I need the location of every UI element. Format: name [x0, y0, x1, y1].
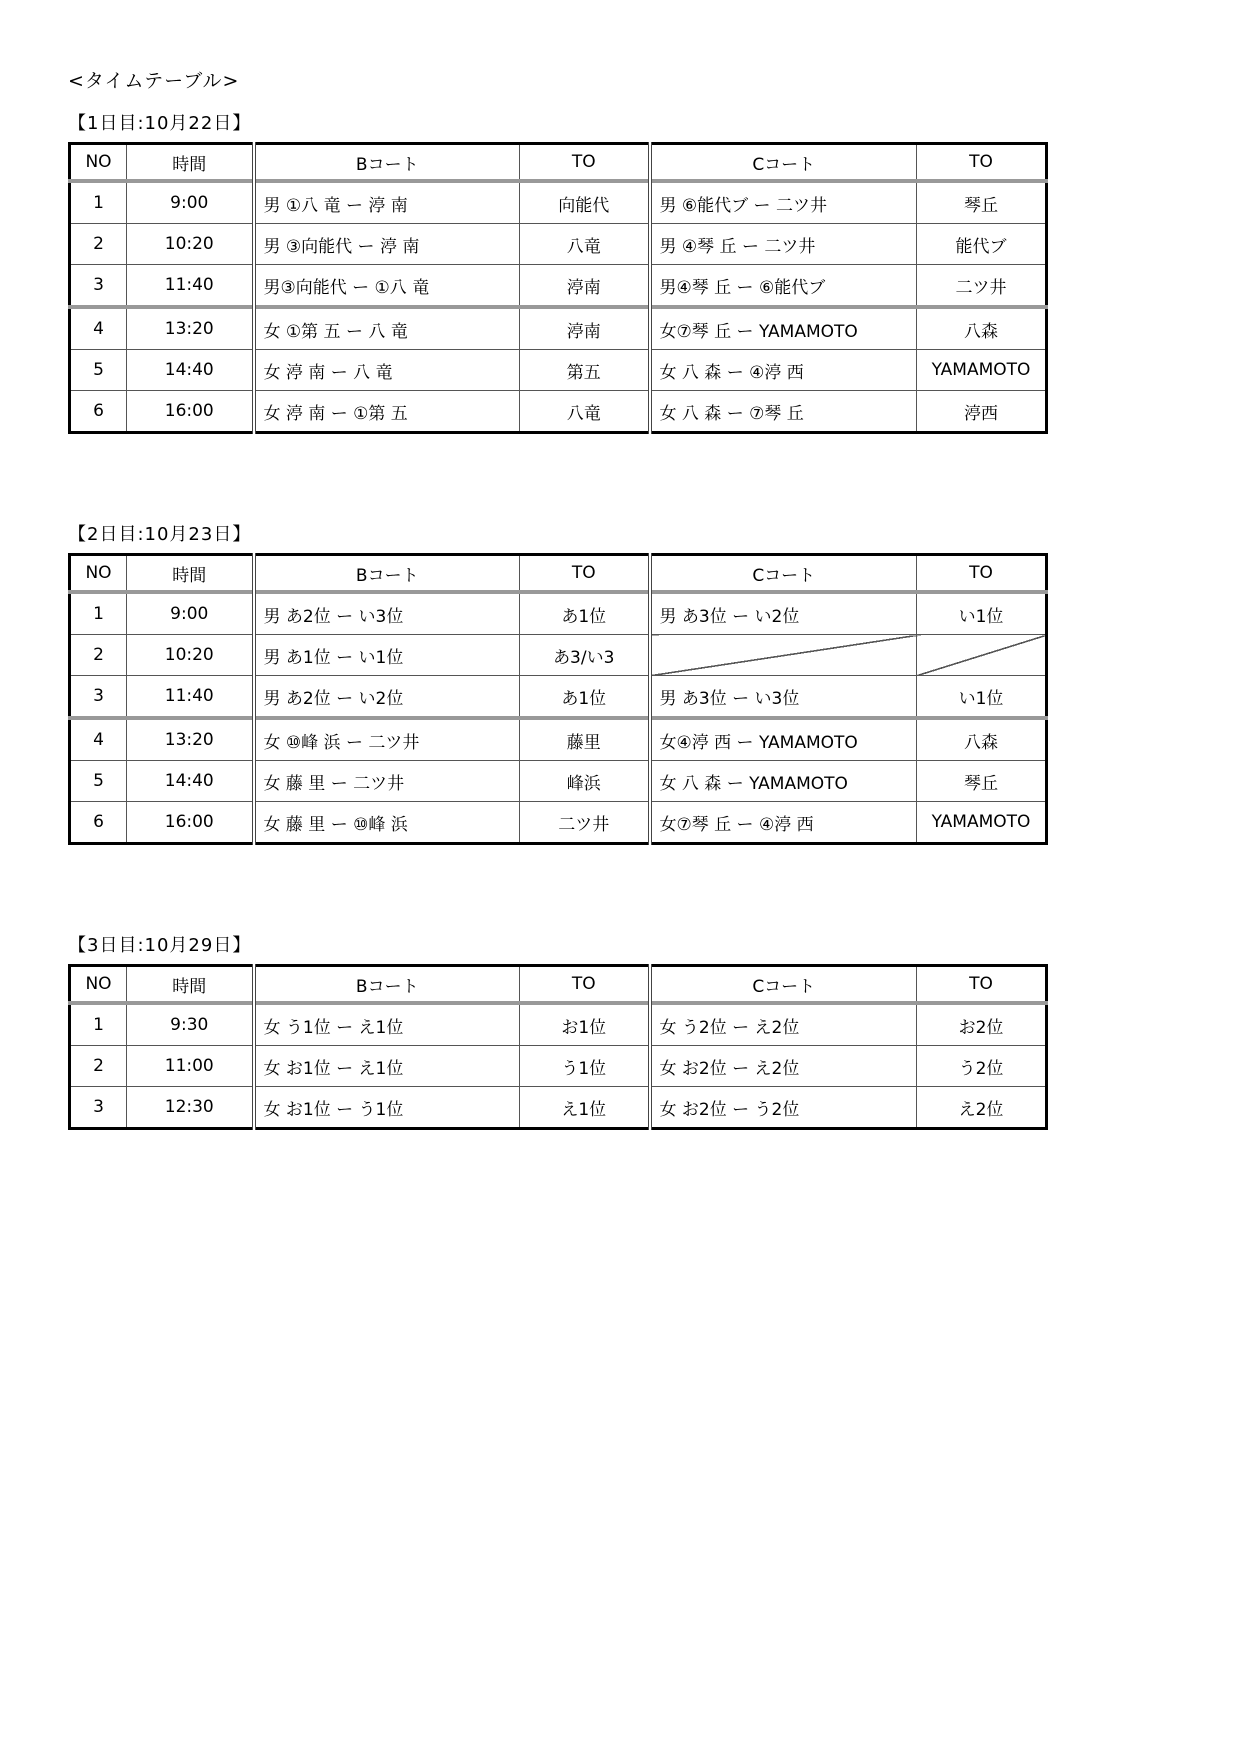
cell-court-c: 男 ④琴 丘 ー 二ツ井 — [650, 224, 917, 265]
cell-court-b: 女 う1位 ー え1位 — [254, 1003, 520, 1046]
cell-court-b: 男 あ2位 ー い3位 — [254, 592, 520, 635]
cell-no: 3 — [70, 676, 127, 719]
table-row — [70, 1003, 1047, 1046]
page-title: <タイムテーブル> — [68, 70, 240, 92]
table-row — [70, 761, 1047, 802]
cell-time: 10:20 — [127, 224, 254, 265]
cell-time: 16:00 — [127, 391, 254, 433]
table-row — [70, 1087, 1047, 1129]
column-header-time: 時間 — [127, 555, 254, 593]
cell-no: 2 — [70, 635, 127, 676]
table-row — [70, 307, 1047, 350]
table-row — [70, 635, 1047, 676]
cell-to-c: YAMAMOTO — [917, 350, 1047, 391]
column-header-to-b: TO — [520, 144, 650, 182]
cell-court-c: 女 八 森 ー YAMAMOTO — [650, 761, 917, 802]
timetable-day3 — [68, 964, 1048, 1130]
cell-to-b: 八竜 — [520, 224, 650, 265]
cell-to-c: い1位 — [917, 592, 1047, 635]
table-row — [70, 718, 1047, 761]
cell-to-b: あ3/い3 — [520, 635, 650, 676]
cell-time: 9:00 — [127, 592, 254, 635]
table-row — [70, 676, 1047, 719]
cell-to-b: 第五 — [520, 350, 650, 391]
cell-court-c: 女 八 森 ー ④渟 西 — [650, 350, 917, 391]
column-header-no: NO — [70, 966, 127, 1004]
cell-no: 1 — [70, 181, 127, 224]
table-row — [70, 1046, 1047, 1087]
column-header-to-c: TO — [917, 555, 1047, 593]
column-header-court-c: Cコート — [650, 144, 917, 182]
timetable-day1 — [68, 142, 1048, 434]
cell-time: 9:00 — [127, 181, 254, 224]
cell-no: 3 — [70, 265, 127, 308]
column-header-to-c: TO — [917, 966, 1047, 1004]
cell-time: 10:20 — [127, 635, 254, 676]
cell-court-c: 女 お2位 ー う2位 — [650, 1087, 917, 1129]
day1-section — [68, 109, 1241, 434]
column-header-no: NO — [70, 144, 127, 182]
cell-to-c: 八森 — [917, 307, 1047, 350]
cell-court-c: 女 八 森 ー ⑦琴 丘 — [650, 391, 917, 433]
cell-time: 12:30 — [127, 1087, 254, 1129]
cell-to-b: 向能代 — [520, 181, 650, 224]
column-header-no: NO — [70, 555, 127, 593]
column-header-court-c: Cコート — [650, 555, 917, 593]
cell-court-b: 女 お1位 ー え1位 — [254, 1046, 520, 1087]
day3-section — [68, 931, 1241, 1130]
cell-court-b: 女 お1位 ー う1位 — [254, 1087, 520, 1129]
cell-to-b: あ1位 — [520, 592, 650, 635]
cell-court-b: 女 ①第 五 ー 八 竜 — [254, 307, 520, 350]
column-header-court-c: Cコート — [650, 966, 917, 1004]
cell-court-b: 男 ③向能代 ー 渟 南 — [254, 224, 520, 265]
cell-court-c: 女 お2位 ー え2位 — [650, 1046, 917, 1087]
cell-to-b: 峰浜 — [520, 761, 650, 802]
table-row — [70, 224, 1047, 265]
cell-court-b: 女 藤 里 ー ⑩峰 浜 — [254, 802, 520, 844]
cell-court-b: 男 あ1位 ー い1位 — [254, 635, 520, 676]
cell-court-c-crossed — [650, 635, 917, 676]
cell-court-b: 女 藤 里 ー 二ツ井 — [254, 761, 520, 802]
cell-to-b: 渟南 — [520, 265, 650, 308]
cell-court-b: 男 あ2位 ー い2位 — [254, 676, 520, 719]
cell-no: 3 — [70, 1087, 127, 1129]
cell-to-b: 渟南 — [520, 307, 650, 350]
cell-time: 13:20 — [127, 307, 254, 350]
cell-no: 4 — [70, 307, 127, 350]
cell-court-c: 女⑦琴 丘 ー ④渟 西 — [650, 802, 917, 844]
day2-section — [68, 520, 1241, 845]
cell-to-b: え1位 — [520, 1087, 650, 1129]
cell-court-c: 男 ⑥能代ブ ー 二ツ井 — [650, 181, 917, 224]
cell-to-b: あ1位 — [520, 676, 650, 719]
column-header-time: 時間 — [127, 144, 254, 182]
cell-court-c: 男 あ3位 ー い3位 — [650, 676, 917, 719]
cell-to-b: お1位 — [520, 1003, 650, 1046]
table-row — [70, 391, 1047, 433]
cell-time: 13:20 — [127, 718, 254, 761]
cell-time: 11:00 — [127, 1046, 254, 1087]
column-header-court-b: Bコート — [254, 555, 520, 593]
cell-to-b: 八竜 — [520, 391, 650, 433]
section-title-day1: 【1日目:10月22日】 — [68, 113, 252, 134]
cell-no: 2 — [70, 1046, 127, 1087]
cell-to-c: 琴丘 — [917, 761, 1047, 802]
table-row — [70, 181, 1047, 224]
cell-no: 6 — [70, 391, 127, 433]
cell-to-c: え2位 — [917, 1087, 1047, 1129]
cell-to-c: 琴丘 — [917, 181, 1047, 224]
table-row — [70, 265, 1047, 308]
cell-to-c-crossed — [917, 635, 1047, 676]
table-row — [70, 802, 1047, 844]
cell-time: 11:40 — [127, 676, 254, 719]
timetable-day2 — [68, 553, 1048, 845]
column-header-court-b: Bコート — [254, 966, 520, 1004]
section-title-day3: 【3日目:10月29日】 — [68, 935, 252, 956]
cell-to-b: 藤里 — [520, 718, 650, 761]
cell-court-b: 女 渟 南 ー ①第 五 — [254, 391, 520, 433]
cell-court-c: 女④渟 西 ー YAMAMOTO — [650, 718, 917, 761]
cell-court-b: 女 渟 南 ー 八 竜 — [254, 350, 520, 391]
cell-court-b: 女 ⑩峰 浜 ー 二ツ井 — [254, 718, 520, 761]
cell-no: 4 — [70, 718, 127, 761]
column-header-to-c: TO — [917, 144, 1047, 182]
cell-no: 2 — [70, 224, 127, 265]
cell-to-b: う1位 — [520, 1046, 650, 1087]
column-header-to-b: TO — [520, 555, 650, 593]
cell-to-c: う2位 — [917, 1046, 1047, 1087]
cell-no: 5 — [70, 350, 127, 391]
cell-to-c: 渟西 — [917, 391, 1047, 433]
cell-no: 6 — [70, 802, 127, 844]
cell-to-c: YAMAMOTO — [917, 802, 1047, 844]
cell-time: 9:30 — [127, 1003, 254, 1046]
header-row — [70, 144, 1047, 182]
column-header-time: 時間 — [127, 966, 254, 1004]
table-row — [70, 592, 1047, 635]
cell-court-b: 男 ①八 竜 ー 渟 南 — [254, 181, 520, 224]
cell-time: 11:40 — [127, 265, 254, 308]
cell-to-c: お2位 — [917, 1003, 1047, 1046]
cell-to-c: 能代ブ — [917, 224, 1047, 265]
cell-no: 5 — [70, 761, 127, 802]
header-row — [70, 966, 1047, 1004]
cell-court-c: 女⑦琴 丘 ー YAMAMOTO — [650, 307, 917, 350]
table-row — [70, 350, 1047, 391]
cell-time: 14:40 — [127, 761, 254, 802]
cell-court-c: 女 う2位 ー え2位 — [650, 1003, 917, 1046]
cell-to-c: い1位 — [917, 676, 1047, 719]
cell-to-c: 八森 — [917, 718, 1047, 761]
column-header-to-b: TO — [520, 966, 650, 1004]
section-title-day2: 【2日目:10月23日】 — [68, 524, 252, 545]
cell-time: 16:00 — [127, 802, 254, 844]
column-header-court-b: Bコート — [254, 144, 520, 182]
header-row — [70, 555, 1047, 593]
cell-court-b: 男③向能代 ー ①八 竜 — [254, 265, 520, 308]
cell-time: 14:40 — [127, 350, 254, 391]
cell-court-c: 男 あ3位 ー い2位 — [650, 592, 917, 635]
cell-court-c: 男④琴 丘 ー ⑥能代ブ — [650, 265, 917, 308]
cell-no: 1 — [70, 1003, 127, 1046]
cell-to-c: 二ツ井 — [917, 265, 1047, 308]
cell-no: 1 — [70, 592, 127, 635]
cell-to-b: 二ツ井 — [520, 802, 650, 844]
